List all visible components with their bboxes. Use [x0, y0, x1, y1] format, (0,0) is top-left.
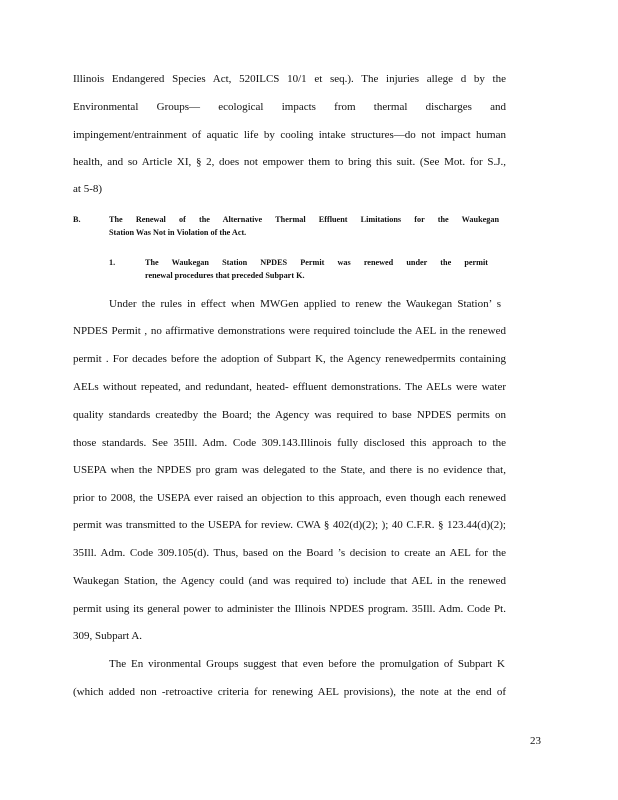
last-line-1: The En vironmental Groups suggest that even before the promulgation of Subpart K	[109, 658, 505, 670]
main-line-9: permit was transmitted to the USEPA for review. CWA § 402(d)(2); ); 40 C.F.R. § 123.44(d)(2);	[73, 519, 506, 531]
main-line-5: quality standards createdby the Board; the Agency was required to base NPDES permits on	[73, 409, 506, 421]
main-line-2: NPDES Permit , no affirmative demonstrations were required toinclude the AEL in the renewed	[73, 325, 506, 337]
main-line-12: permit using its general power to administer the Illinois NPDES program. 35Ill. Adm. Code Pt.	[73, 603, 506, 615]
section-b-heading	[73, 214, 503, 238]
intro-line-2: Environmental Groups— ecological impacts from thermal discharges and	[73, 101, 506, 113]
main-line-7: USEPA when the NPDES pro gram was delegated to the State, and there is no evidence that,	[73, 464, 506, 476]
intro-line-1: Illinois Endangered Species Act, 520ILCS 10/1 et seq.). The injuries allege d by the	[73, 73, 506, 85]
subsection-1-label: 1.	[109, 258, 116, 267]
main-line-13: 309, Subpart A.	[73, 630, 143, 642]
main-line-1: Under the rules in effect when MWGen applied to renew the Waukegan Station’ s	[109, 298, 501, 310]
subsection-1-line-1: The Waukegan Station NPDES Permit was renewed under the permit	[145, 258, 488, 267]
intro-line-5: at 5-8)	[73, 183, 103, 195]
main-line-6: those standards. See 35Ill. Adm. Code 309.143.Illinois fully disclosed this approach to the	[73, 437, 506, 449]
last-line-2: (which added non -retroactive criteria for renewing AEL provisions), the note at the end of	[73, 686, 506, 698]
subsection-1-heading	[109, 257, 509, 281]
page-number: 23	[530, 735, 541, 747]
subsection-1-line-2: renewal procedures that preceded Subpart K.	[145, 271, 305, 280]
main-line-10: 35Ill. Adm. Code 309.105(d). Thus, based on the Board ’s decision to create an AEL for the	[73, 547, 506, 559]
section-b-label: B.	[73, 215, 81, 224]
intro-line-3: impingement/entrainment of aquatic life by cooling intake structures—do not impact human	[73, 129, 506, 141]
section-b-line-2: Station Was Not in Violation of the Act.	[109, 228, 247, 237]
main-line-8: prior to 2008, the USEPA ever raised an objection to this approach, even though each renewed	[73, 492, 506, 504]
section-b-line-1: The Renewal of the Alternative Thermal Effluent Limitations for the Waukegan	[109, 215, 499, 224]
intro-line-4: health, and so Article XI, § 2, does not empower them to bring this suit. (See Mot. for S.J.,	[73, 156, 506, 168]
main-line-3: permit . For decades before the adoption of Subpart K, the Agency renewedpermits containing	[73, 353, 506, 365]
main-line-11: Waukegan Station, the Agency could (and was required to) include that AEL in the renewed	[73, 575, 506, 587]
main-line-4: AELs without repeated, and redundant, heated- effluent demonstrations. The AELs were water	[73, 381, 506, 393]
